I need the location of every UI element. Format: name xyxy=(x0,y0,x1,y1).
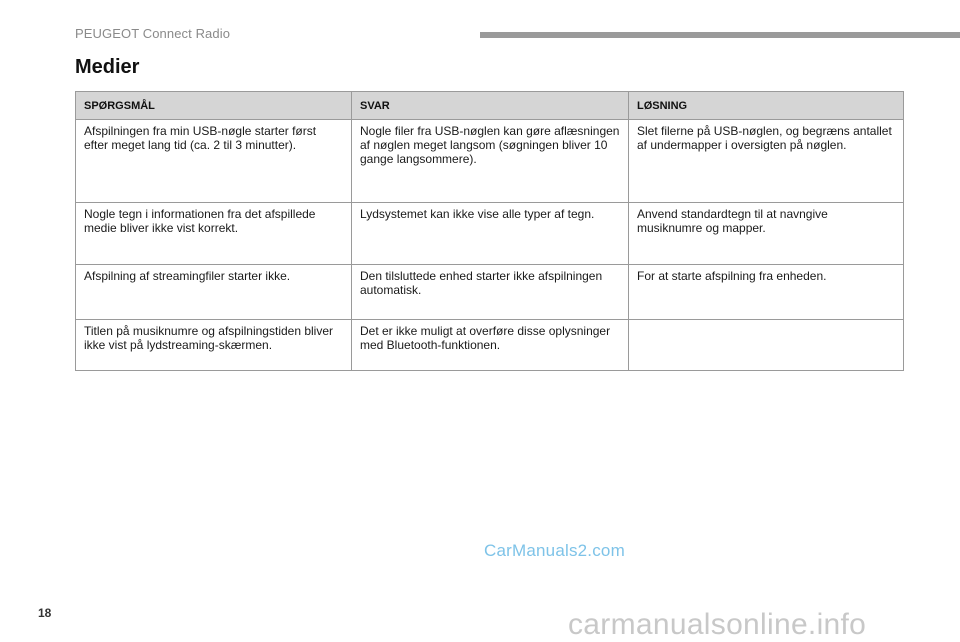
answer-cell: Det er ikke muligt at overføre disse oplysninger med Bluetooth-funktionen. xyxy=(352,320,629,371)
solution-cell: For at starte afspilning fra enheden. xyxy=(629,265,904,320)
question-cell: Titlen på musiknumre og afspilningstiden bliver ikke vist på lydstreaming-skærmen. xyxy=(76,320,352,371)
table-row xyxy=(76,320,904,371)
answer-cell: Nogle filer fra USB-nøglen kan gøre aflæsningen af nøglen meget langsom (søgningen bliver 10 gange langsommere). xyxy=(352,120,629,203)
site-watermark: carmanualsonline.info xyxy=(568,608,867,641)
section-heading: Medier xyxy=(75,56,140,78)
header-rule xyxy=(480,32,960,38)
troubleshooting-table xyxy=(75,91,904,371)
answer-cell: Den tilsluttede enhed starter ikke afspilningen automatisk. xyxy=(352,265,629,320)
solution-cell: Anvend standardtegn til at navngive musiknumre og mapper. xyxy=(629,203,904,265)
table-row xyxy=(76,120,904,203)
solution-cell: Slet filerne på USB-nøglen, og begræns antallet af undermapper i oversigten på nøglen. xyxy=(629,120,904,203)
column-header-solution: LØSNING xyxy=(629,92,904,120)
column-header-question: SPØRGSMÅL xyxy=(76,92,352,120)
watermark-link[interactable]: CarManuals2.com xyxy=(484,541,625,560)
column-header-answer: SVAR xyxy=(352,92,629,120)
table-row xyxy=(76,203,904,265)
question-cell: Nogle tegn i informationen fra det afspillede medie bliver ikke vist korrekt. xyxy=(76,203,352,265)
document-header-title: PEUGEOT Connect Radio xyxy=(75,26,231,41)
table-row xyxy=(76,265,904,320)
question-cell: Afspilningen fra min USB-nøgle starter først efter meget lang tid (ca. 2 til 3 minutter). xyxy=(76,120,352,203)
question-cell: Afspilning af streamingfiler starter ikke. xyxy=(76,265,352,320)
page-number: 18 xyxy=(38,606,52,620)
table-header-row xyxy=(76,92,904,120)
solution-cell xyxy=(629,320,904,371)
answer-cell: Lydsystemet kan ikke vise alle typer af tegn. xyxy=(352,203,629,265)
